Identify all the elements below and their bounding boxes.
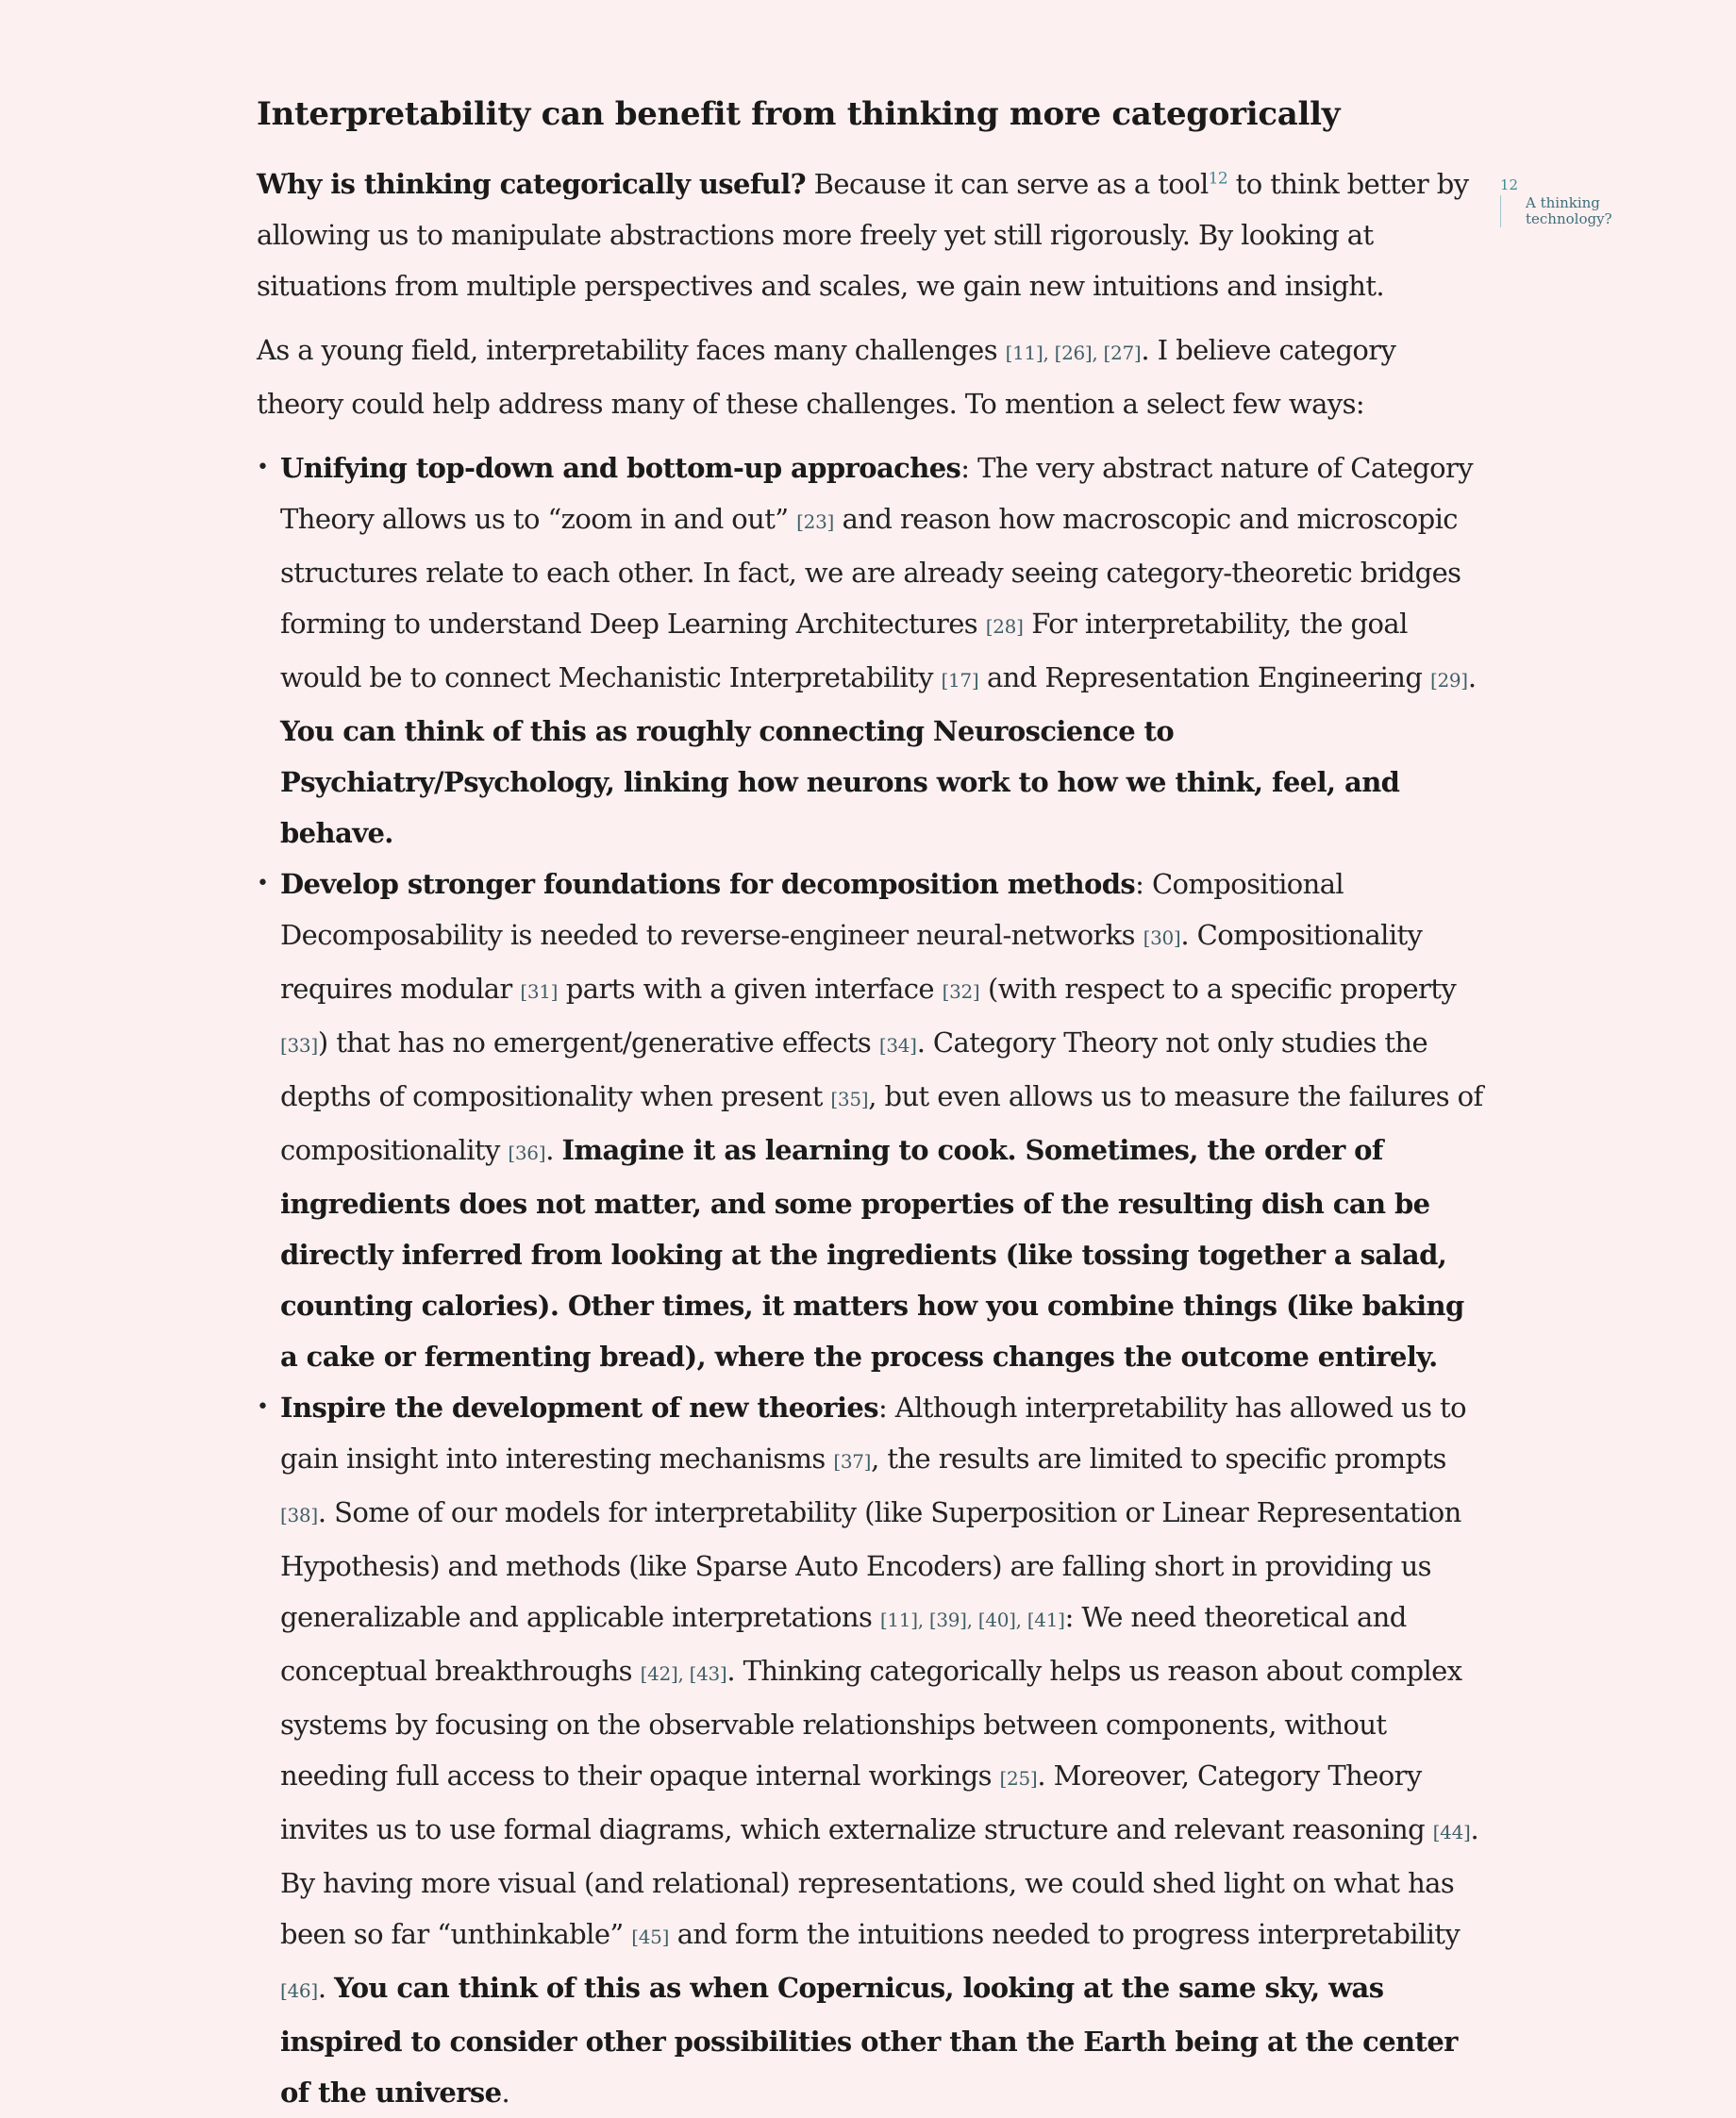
text: (with respect to a specific property — [979, 973, 1457, 1005]
text: and form the intuitions needed to progress interpretability — [669, 1918, 1461, 1950]
text: Because it can serve as a tool — [806, 168, 1209, 200]
text: : Compositional Decomposability is needed to reverse-engineer neural-networks — [280, 868, 1344, 951]
text: . Compositionality requires modular — [280, 919, 1423, 1005]
citation[interactable]: [37] — [833, 1450, 872, 1473]
text: . — [1467, 661, 1477, 693]
text: to think better by allowing us to manipulate abstractions more freely yet still rigorously. By looking at situations from multiple perspectives and scales, we gain new intuitions and insight. — [257, 168, 1469, 302]
citation[interactable]: [30] — [1143, 926, 1181, 949]
citation[interactable]: [46] — [280, 1979, 318, 2002]
sidenote-number: 12 — [1500, 176, 1519, 193]
citation[interactable]: [17] — [941, 669, 979, 692]
citation[interactable]: [11], [26], [27] — [1005, 342, 1142, 364]
text: , but even allows us to measure the failures of compositionality — [280, 1080, 1483, 1166]
citation[interactable]: [34] — [878, 1034, 917, 1057]
citation[interactable]: [38] — [280, 1504, 318, 1526]
sidenote — [1500, 177, 1632, 227]
citation[interactable]: [32] — [942, 980, 980, 1003]
text: . Moreover, Category Theory invites us to use formal diagrams, which externalize structure and relevant reasoning — [280, 1759, 1433, 1845]
text: For interpretability, the goal would be to connect Mechanistic Interpretability — [280, 608, 1408, 693]
text: As a young field, interpretability faces many challenges — [257, 334, 1006, 366]
list-item — [257, 1382, 1483, 2118]
item-lead: Inspire the development of new theories — [280, 1392, 878, 1424]
paragraph-challenges — [257, 325, 1483, 429]
item-lead: Unifying top-down and bottom-up approaches — [280, 452, 961, 484]
text: . Thinking categorically helps us reason about complex systems by focusing on the observable relationships between components, without needing full access to their opaque internal workings — [280, 1655, 1462, 1792]
text: . I believe category theory could help address many of these challenges. To mention a select few ways: — [257, 334, 1396, 420]
bullet-icon: • — [257, 456, 269, 479]
citation[interactable]: [44] — [1432, 1821, 1471, 1843]
citation[interactable]: [11], [39], [40], [41] — [879, 1609, 1065, 1631]
article — [257, 91, 1483, 2118]
section-title: Interpretability can benefit from thinking more categorically — [257, 95, 1341, 133]
citation[interactable]: [31] — [520, 980, 559, 1003]
citation[interactable]: [25] — [999, 1767, 1038, 1790]
text: and Representation Engineering — [978, 661, 1430, 693]
citation[interactable]: [36] — [508, 1142, 546, 1164]
text: , the results are limited to specific prompts — [871, 1443, 1446, 1475]
text: ) that has no emergent/generative effects — [317, 1026, 879, 1059]
paragraph-why-categorical — [257, 158, 1483, 311]
ways-list — [257, 442, 1483, 2118]
bullet-icon: • — [257, 1395, 269, 1419]
item-lead: Develop stronger foundations for decomposition methods — [280, 868, 1136, 900]
citation[interactable]: [35] — [830, 1088, 869, 1110]
sidenote-text: A thinking technology? — [1500, 195, 1632, 227]
citation[interactable]: [29] — [1429, 669, 1468, 692]
footnote-ref-12[interactable]: 12 — [1208, 169, 1228, 189]
citation[interactable]: [42], [43] — [640, 1662, 727, 1685]
text: parts with a given interface — [558, 973, 943, 1005]
text: . Category Theory not only studies the depths of compositionality when present — [280, 1026, 1428, 1112]
text: and reason how macroscopic and microscopic structures relate to each other. In fact, we are already seeing category-theoretic bridges forming to understand Deep Learning Architectures — [280, 503, 1461, 640]
citation[interactable]: [45] — [631, 1926, 670, 1948]
text: . — [545, 1134, 562, 1166]
citation[interactable]: [33] — [280, 1034, 318, 1057]
citation[interactable]: [28] — [985, 615, 1024, 638]
text: . Some of our models for interpretability (like Superposition or Linear Representation Hypothesis) and methods (like Sparse Auto Encoders) are falling short in providing us generalizable and applicable interpretations — [280, 1496, 1461, 1633]
list-item — [257, 442, 1483, 859]
text: . By having more visual (and relational) representations, we could shed light on what has been so far “unthinkable” — [280, 1813, 1479, 1950]
text: . — [501, 2076, 510, 2109]
paragraph-lead: Why is thinking categorically useful? — [257, 168, 807, 200]
text: : Although interpretability has allowed us to gain insight into interesting mechanisms — [280, 1392, 1466, 1475]
text: . — [317, 1972, 335, 2004]
item-emphasis: You can think of this as when Copernicus, looking at the same sky, was inspired to consider other possibilities other than the Earth being at the center of the universe — [280, 1972, 1458, 2109]
list-item — [257, 859, 1483, 1382]
bullet-icon: • — [257, 872, 269, 895]
text: : We need theoretical and conceptual breakthroughs — [280, 1601, 1407, 1687]
citation[interactable]: [23] — [796, 510, 834, 533]
item-emphasis: You can think of this as roughly connecting Neuroscience to Psychiatry/Psychology, linking how neurons work to how we think, feel, and behave. — [280, 715, 1400, 849]
text: : The very abstract nature of Category Theory allows us to “zoom in and out” — [280, 452, 1474, 535]
item-emphasis: Imagine it as learning to cook. Sometimes, the order of ingredients does not matter, and some properties of the resulting dish can be directly inferred from looking at the ingredients (like tossing together a salad, counting calories). Other times, it matters how you combine things (like baking a cake or fermenting bread), where the process changes the outcome entirely. — [280, 1134, 1464, 1373]
